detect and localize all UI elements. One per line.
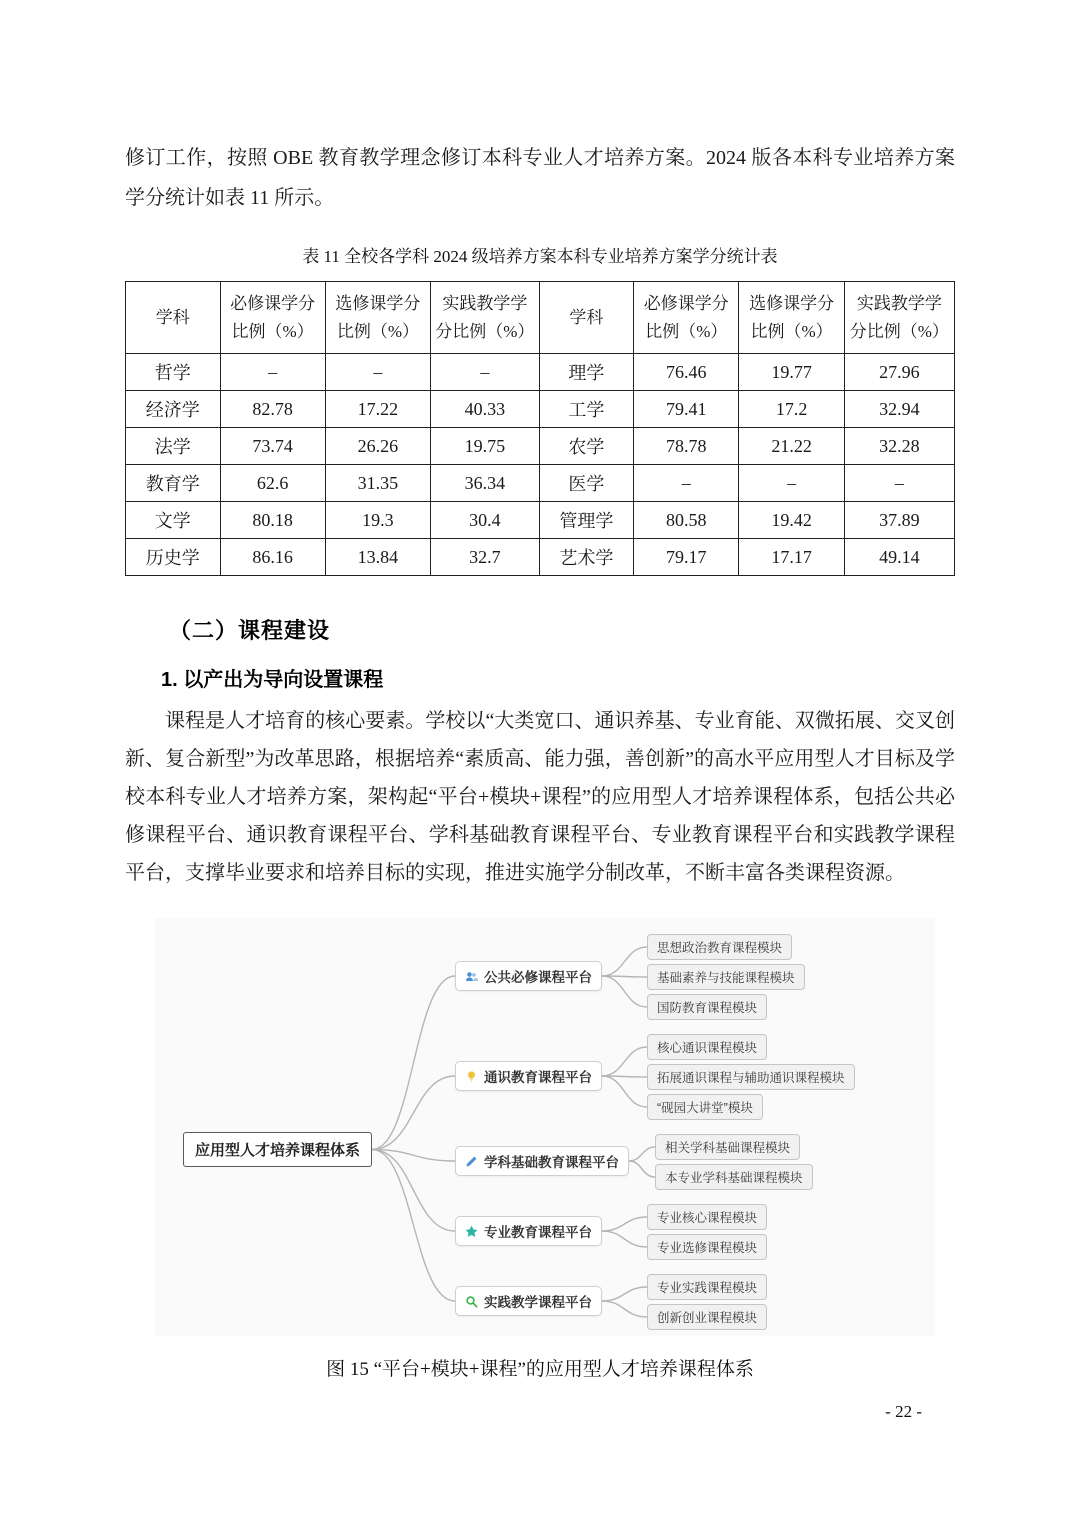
value-cell: 27.96 xyxy=(844,354,954,391)
column-header: 学科 xyxy=(126,282,221,354)
value-cell: 26.26 xyxy=(325,428,430,465)
mindmap-connector xyxy=(602,1301,647,1317)
value-cell: 31.35 xyxy=(325,465,430,502)
mindmap-root-node: 应用型人才培养课程体系 xyxy=(183,1132,372,1167)
sub-heading: 1. 以产出为导向设置课程 xyxy=(161,669,384,692)
value-cell: – xyxy=(220,354,325,391)
mindmap-connector xyxy=(602,976,647,1007)
column-header: 选修课学分 比例（%） xyxy=(325,282,430,354)
people-icon xyxy=(465,970,478,983)
discipline-cell: 工学 xyxy=(539,391,634,428)
value-cell: 32.94 xyxy=(844,391,954,428)
value-cell: 76.46 xyxy=(634,354,739,391)
mindmap-connector xyxy=(602,947,647,976)
mindmap-connector xyxy=(602,1076,647,1107)
value-cell: 82.78 xyxy=(220,391,325,428)
mindmap-platform-node xyxy=(455,961,602,991)
magnifier-icon xyxy=(465,1295,478,1308)
value-cell: 80.58 xyxy=(634,502,739,539)
value-cell: 30.4 xyxy=(431,502,540,539)
mindmap-leaf-node: 本专业学科基础课程模块 xyxy=(655,1164,813,1190)
discipline-cell: 医学 xyxy=(539,465,634,502)
column-header: 实践教学学 分比例（%） xyxy=(844,282,954,354)
value-cell: 80.18 xyxy=(220,502,325,539)
table-row xyxy=(126,354,955,391)
value-cell: – xyxy=(844,465,954,502)
value-cell: 79.17 xyxy=(634,539,739,576)
mindmap-leaf-node: 专业核心课程模块 xyxy=(647,1204,767,1230)
value-cell: 36.34 xyxy=(431,465,540,502)
value-cell: 19.42 xyxy=(739,502,844,539)
section-heading: （二）课程建设 xyxy=(169,618,331,644)
value-cell: 73.74 xyxy=(220,428,325,465)
figure-caption: 图 15 “平台+模块+课程”的应用型人才培养课程体系 xyxy=(326,1359,754,1381)
bulb-icon xyxy=(465,1070,478,1083)
column-header: 选修课学分 比例（%） xyxy=(739,282,844,354)
discipline-cell: 哲学 xyxy=(126,354,221,391)
value-cell: 19.75 xyxy=(431,428,540,465)
table-header-row xyxy=(126,282,955,354)
mindmap-leaf-node: 创新创业课程模块 xyxy=(647,1304,767,1330)
value-cell: 21.22 xyxy=(739,428,844,465)
column-header: 必修课学分 比例（%） xyxy=(634,282,739,354)
body-paragraph: 课程是人才培育的核心要素。学校以“大类宽口、通识养基、专业育能、双微拓展、交叉创新、复合新型”为改革思路，根据培养“素质高、能力强，善创新”的高水平应用型人才目标及学校本科专业人才培养方案，架构起“平台+模块+课程”的应用型人才培养课程体系，包括公共必修课程平台、通识教育课程平台、学科基础教育课程平台、专业教育课程平台和实践教学课程平台，支撑毕业要求和培养目标的实现，推进实施学分制改革，不断丰富各类课程资源。 xyxy=(125,710,955,885)
pencil-icon xyxy=(465,1155,478,1168)
mindmap-connector xyxy=(629,1147,655,1161)
discipline-cell: 经济学 xyxy=(126,391,221,428)
mindmap-connector xyxy=(602,1287,647,1301)
value-cell: 37.89 xyxy=(844,502,954,539)
curriculum-mindmap xyxy=(155,918,935,1336)
mindmap-platform-node xyxy=(455,1061,602,1091)
discipline-cell: 理学 xyxy=(539,354,634,391)
value-cell: 17.22 xyxy=(325,391,430,428)
discipline-cell: 教育学 xyxy=(126,465,221,502)
mindmap-leaf-node: 专业选修课程模块 xyxy=(647,1234,767,1260)
column-header: 实践教学学 分比例（%） xyxy=(431,282,540,354)
intro-paragraph: 修订工作，按照 OBE 教育教学理念修订本科专业人才培养方案。2024 版各本科专业培养方案学分统计如表 11 所示。 xyxy=(125,147,955,209)
table-row xyxy=(126,539,955,576)
discipline-cell: 艺术学 xyxy=(539,539,634,576)
value-cell: 32.7 xyxy=(431,539,540,576)
mindmap-leaf-node: 专业实践课程模块 xyxy=(647,1274,767,1300)
mindmap-connector xyxy=(602,1047,647,1076)
mindmap-leaf-node: 国防教育课程模块 xyxy=(647,994,767,1020)
mindmap-connector xyxy=(602,1217,647,1231)
value-cell: 62.6 xyxy=(220,465,325,502)
value-cell: 49.14 xyxy=(844,539,954,576)
mindmap-leaf-node: 思想政治教育课程模块 xyxy=(647,934,792,960)
mindmap-leaf-node: 相关学科基础课程模块 xyxy=(655,1134,800,1160)
platform-label: 通识教育课程平台 xyxy=(484,1070,592,1086)
mindmap-leaf-node: 核心通识课程模块 xyxy=(647,1034,767,1060)
mindmap-connector xyxy=(629,1161,655,1177)
column-header: 必修课学分 比例（%） xyxy=(220,282,325,354)
value-cell: 17.2 xyxy=(739,391,844,428)
value-cell: 86.16 xyxy=(220,539,325,576)
mindmap-platform-node xyxy=(455,1286,602,1316)
value-cell: – xyxy=(634,465,739,502)
mindmap-connector xyxy=(372,1150,455,1302)
table-caption: 表 11 全校各学科 2024 级培养方案本科专业培养方案学分统计表 xyxy=(302,247,778,266)
value-cell: 19.77 xyxy=(739,354,844,391)
value-cell: – xyxy=(325,354,430,391)
platform-label: 专业教育课程平台 xyxy=(484,1225,592,1241)
mindmap-platform-node xyxy=(455,1216,602,1246)
value-cell: 78.78 xyxy=(634,428,739,465)
mindmap-connector xyxy=(372,1150,455,1232)
discipline-cell: 农学 xyxy=(539,428,634,465)
mindmap-platform-node xyxy=(455,1146,629,1176)
page-number: - 22 - xyxy=(885,1402,922,1421)
credit-statistics-table xyxy=(125,281,955,576)
platform-label: 实践教学课程平台 xyxy=(484,1295,592,1311)
table-row xyxy=(126,428,955,465)
platform-label: 公共必修课程平台 xyxy=(484,970,592,986)
value-cell: – xyxy=(431,354,540,391)
star-icon xyxy=(465,1225,478,1238)
mindmap-connector xyxy=(602,1231,647,1247)
mindmap-connector xyxy=(372,976,455,1150)
mindmap-connector xyxy=(372,1076,455,1150)
value-cell: 13.84 xyxy=(325,539,430,576)
discipline-cell: 历史学 xyxy=(126,539,221,576)
discipline-cell: 文学 xyxy=(126,502,221,539)
value-cell: – xyxy=(739,465,844,502)
discipline-cell: 法学 xyxy=(126,428,221,465)
mindmap-leaf-node: 基础素养与技能课程模块 xyxy=(647,964,805,990)
column-header: 学科 xyxy=(539,282,634,354)
discipline-cell: 管理学 xyxy=(539,502,634,539)
value-cell: 19.3 xyxy=(325,502,430,539)
value-cell: 17.17 xyxy=(739,539,844,576)
value-cell: 32.28 xyxy=(844,428,954,465)
value-cell: 40.33 xyxy=(431,391,540,428)
table-row xyxy=(126,502,955,539)
table-row xyxy=(126,465,955,502)
table-row xyxy=(126,391,955,428)
value-cell: 79.41 xyxy=(634,391,739,428)
mindmap-leaf-node: 拓展通识课程与辅助通识课程模块 xyxy=(647,1064,855,1090)
platform-label: 学科基础教育课程平台 xyxy=(484,1155,619,1171)
mindmap-leaf-node: “砚园大讲堂”模块 xyxy=(647,1094,763,1120)
